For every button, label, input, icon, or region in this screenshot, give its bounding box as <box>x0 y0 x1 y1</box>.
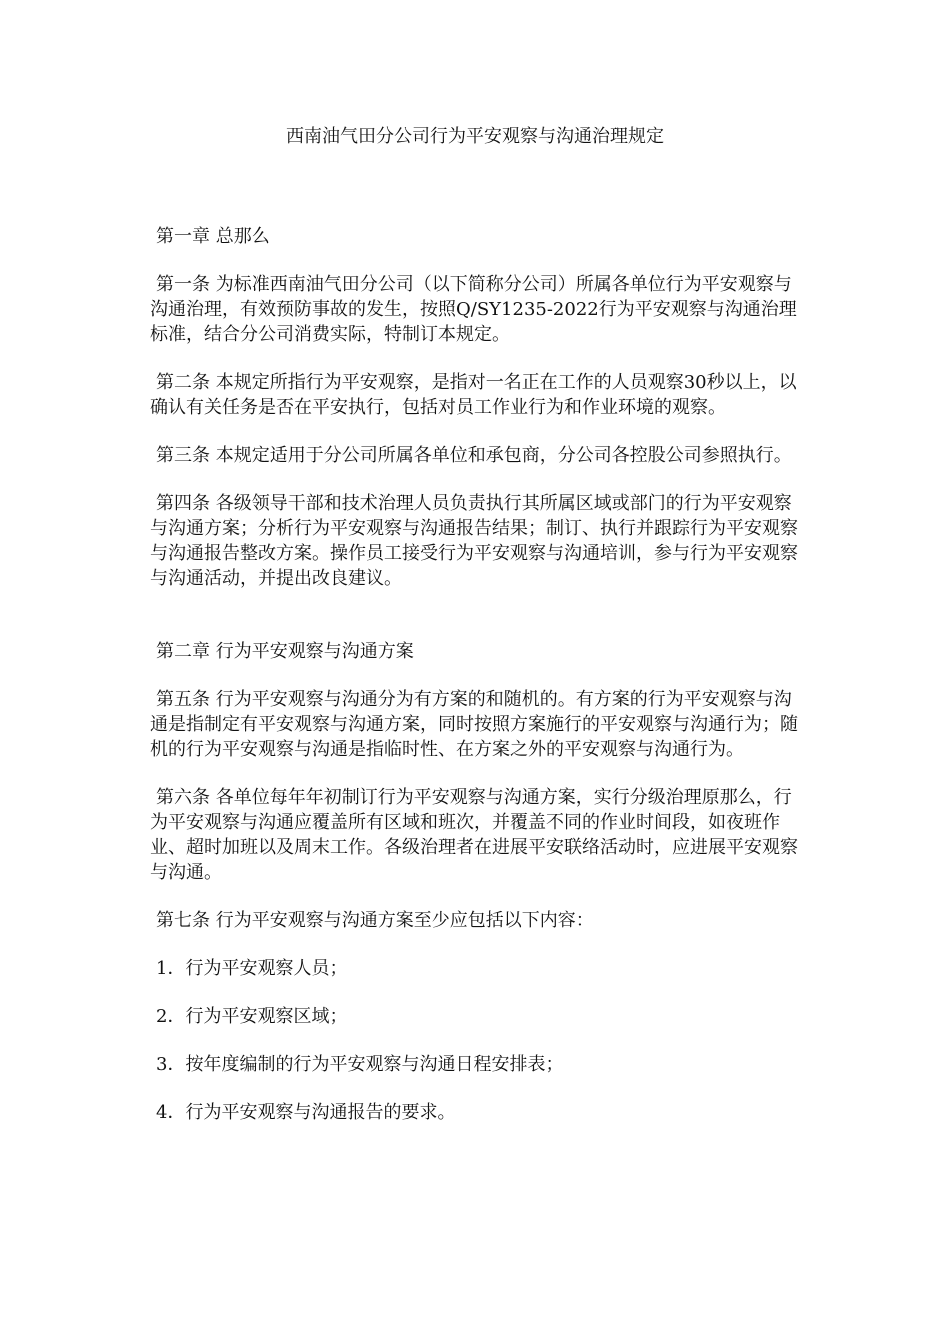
chapter-2-heading: 第二章 行为平安观察与沟通方案 <box>156 641 414 662</box>
list-item-2: 2．行为平安观察区域； <box>156 1006 348 1027</box>
document-body <box>150 224 800 1125</box>
document-title: 西南油气田分公司行为平安观察与沟通治理规定 <box>286 126 664 147</box>
article-2: 第二条 本规定所指行为平安观察，是指对一名正在工作的人员观察30秒以上，以确认有关任务是否在平安执行，包括对员工作业行为和作业环境的观察。 <box>150 372 797 418</box>
article-7: 第七条 行为平安观察与沟通方案至少应包括以下内容： <box>156 910 594 931</box>
article-1: 第一条 为标准西南油气田分公司（以下简称分公司）所属各单位行为平安观察与沟通治理，有效预防事故的发生，按照Q/SY1235-2022行为平安观察与沟通治理标准，结合分公司消费实际，特制订本规定。 <box>150 274 797 345</box>
article-3: 第三条 本规定适用于分公司所属各单位和承包商，分公司各控股公司参照执行。 <box>156 445 792 466</box>
list-item-4: 4．行为平安观察与沟通报告的要求。 <box>156 1102 456 1123</box>
list-item-1: 1．行为平安观察人员； <box>156 958 348 979</box>
article-5: 第五条 行为平安观察与沟通分为有方案的和随机的。有方案的行为平安观察与沟通是指制定有平安观察与沟通方案，同时按照方案施行的平安观察与沟通行为；随机的行为平安观察与沟通是指临时性、在方案之外的平安观察与沟通行为。 <box>150 689 798 760</box>
list-item-3: 3．按年度编制的行为平安观察与沟通日程安排表； <box>156 1054 564 1075</box>
article-4: 第四条 各级领导干部和技术治理人员负责执行其所属区域或部门的行为平安观察与沟通方案；分析行为平安观察与沟通报告结果；制订、执行并跟踪行为平安观察与沟通报告整改方案。操作员工接受行为平安观察与沟通培训，参与行为平安观察与沟通活动，并提出改良建议。 <box>150 493 798 589</box>
article-6: 第六条 各单位每年年初制订行为平安观察与沟通方案，实行分级治理原那么，行为平安观察与沟通应覆盖所有区域和班次，并覆盖不同的作业时间段，如夜班作业、超时加班以及周末工作。各级治理者在进展平安联络活动时，应进展平安观察与沟通。 <box>150 787 798 883</box>
chapter-1-heading: 第一章 总那么 <box>156 226 270 247</box>
